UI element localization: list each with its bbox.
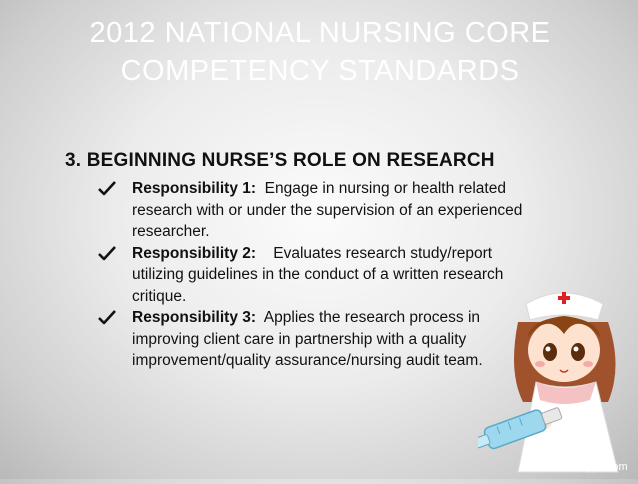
title-line-2: COMPETENCY STANDARDS — [120, 55, 520, 87]
list-item — [96, 178, 566, 243]
section-heading: 3. BEGINNING NURSE’S ROLE ON RESEARCH — [65, 150, 495, 171]
item-text-line: improvement/quality assurance/nursing audit team. — [132, 352, 483, 369]
item-text-line: Applies the research process in — [263, 309, 481, 326]
item-text-line: utilizing guidelines in the conduct of a written research — [132, 266, 504, 283]
checkmark-icon — [96, 308, 118, 328]
item-label: Responsibility 1: — [132, 180, 257, 197]
item-text-line: research with or under the supervision of an experienced — [132, 201, 523, 219]
slide-title — [60, 14, 580, 90]
item-label: Responsibility 2: — [132, 244, 257, 262]
item-text-line: researcher. — [132, 223, 210, 240]
item-text-line: critique. — [132, 287, 187, 305]
item-text-line: Evaluates research study/report — [273, 244, 493, 262]
item-text-line: improving client care in partnership with a quality — [132, 330, 467, 348]
item-label: Responsibility 3: — [132, 309, 257, 326]
nurse-illustration — [478, 282, 638, 479]
checkmark-icon — [96, 179, 118, 199]
footer-brand: fppt.com — [583, 461, 628, 473]
checkmark-icon — [96, 244, 118, 264]
item-text-line: Engage in nursing or health related — [264, 180, 506, 197]
title-line-1: 2012 NATIONAL NURSING CORE — [89, 17, 551, 49]
